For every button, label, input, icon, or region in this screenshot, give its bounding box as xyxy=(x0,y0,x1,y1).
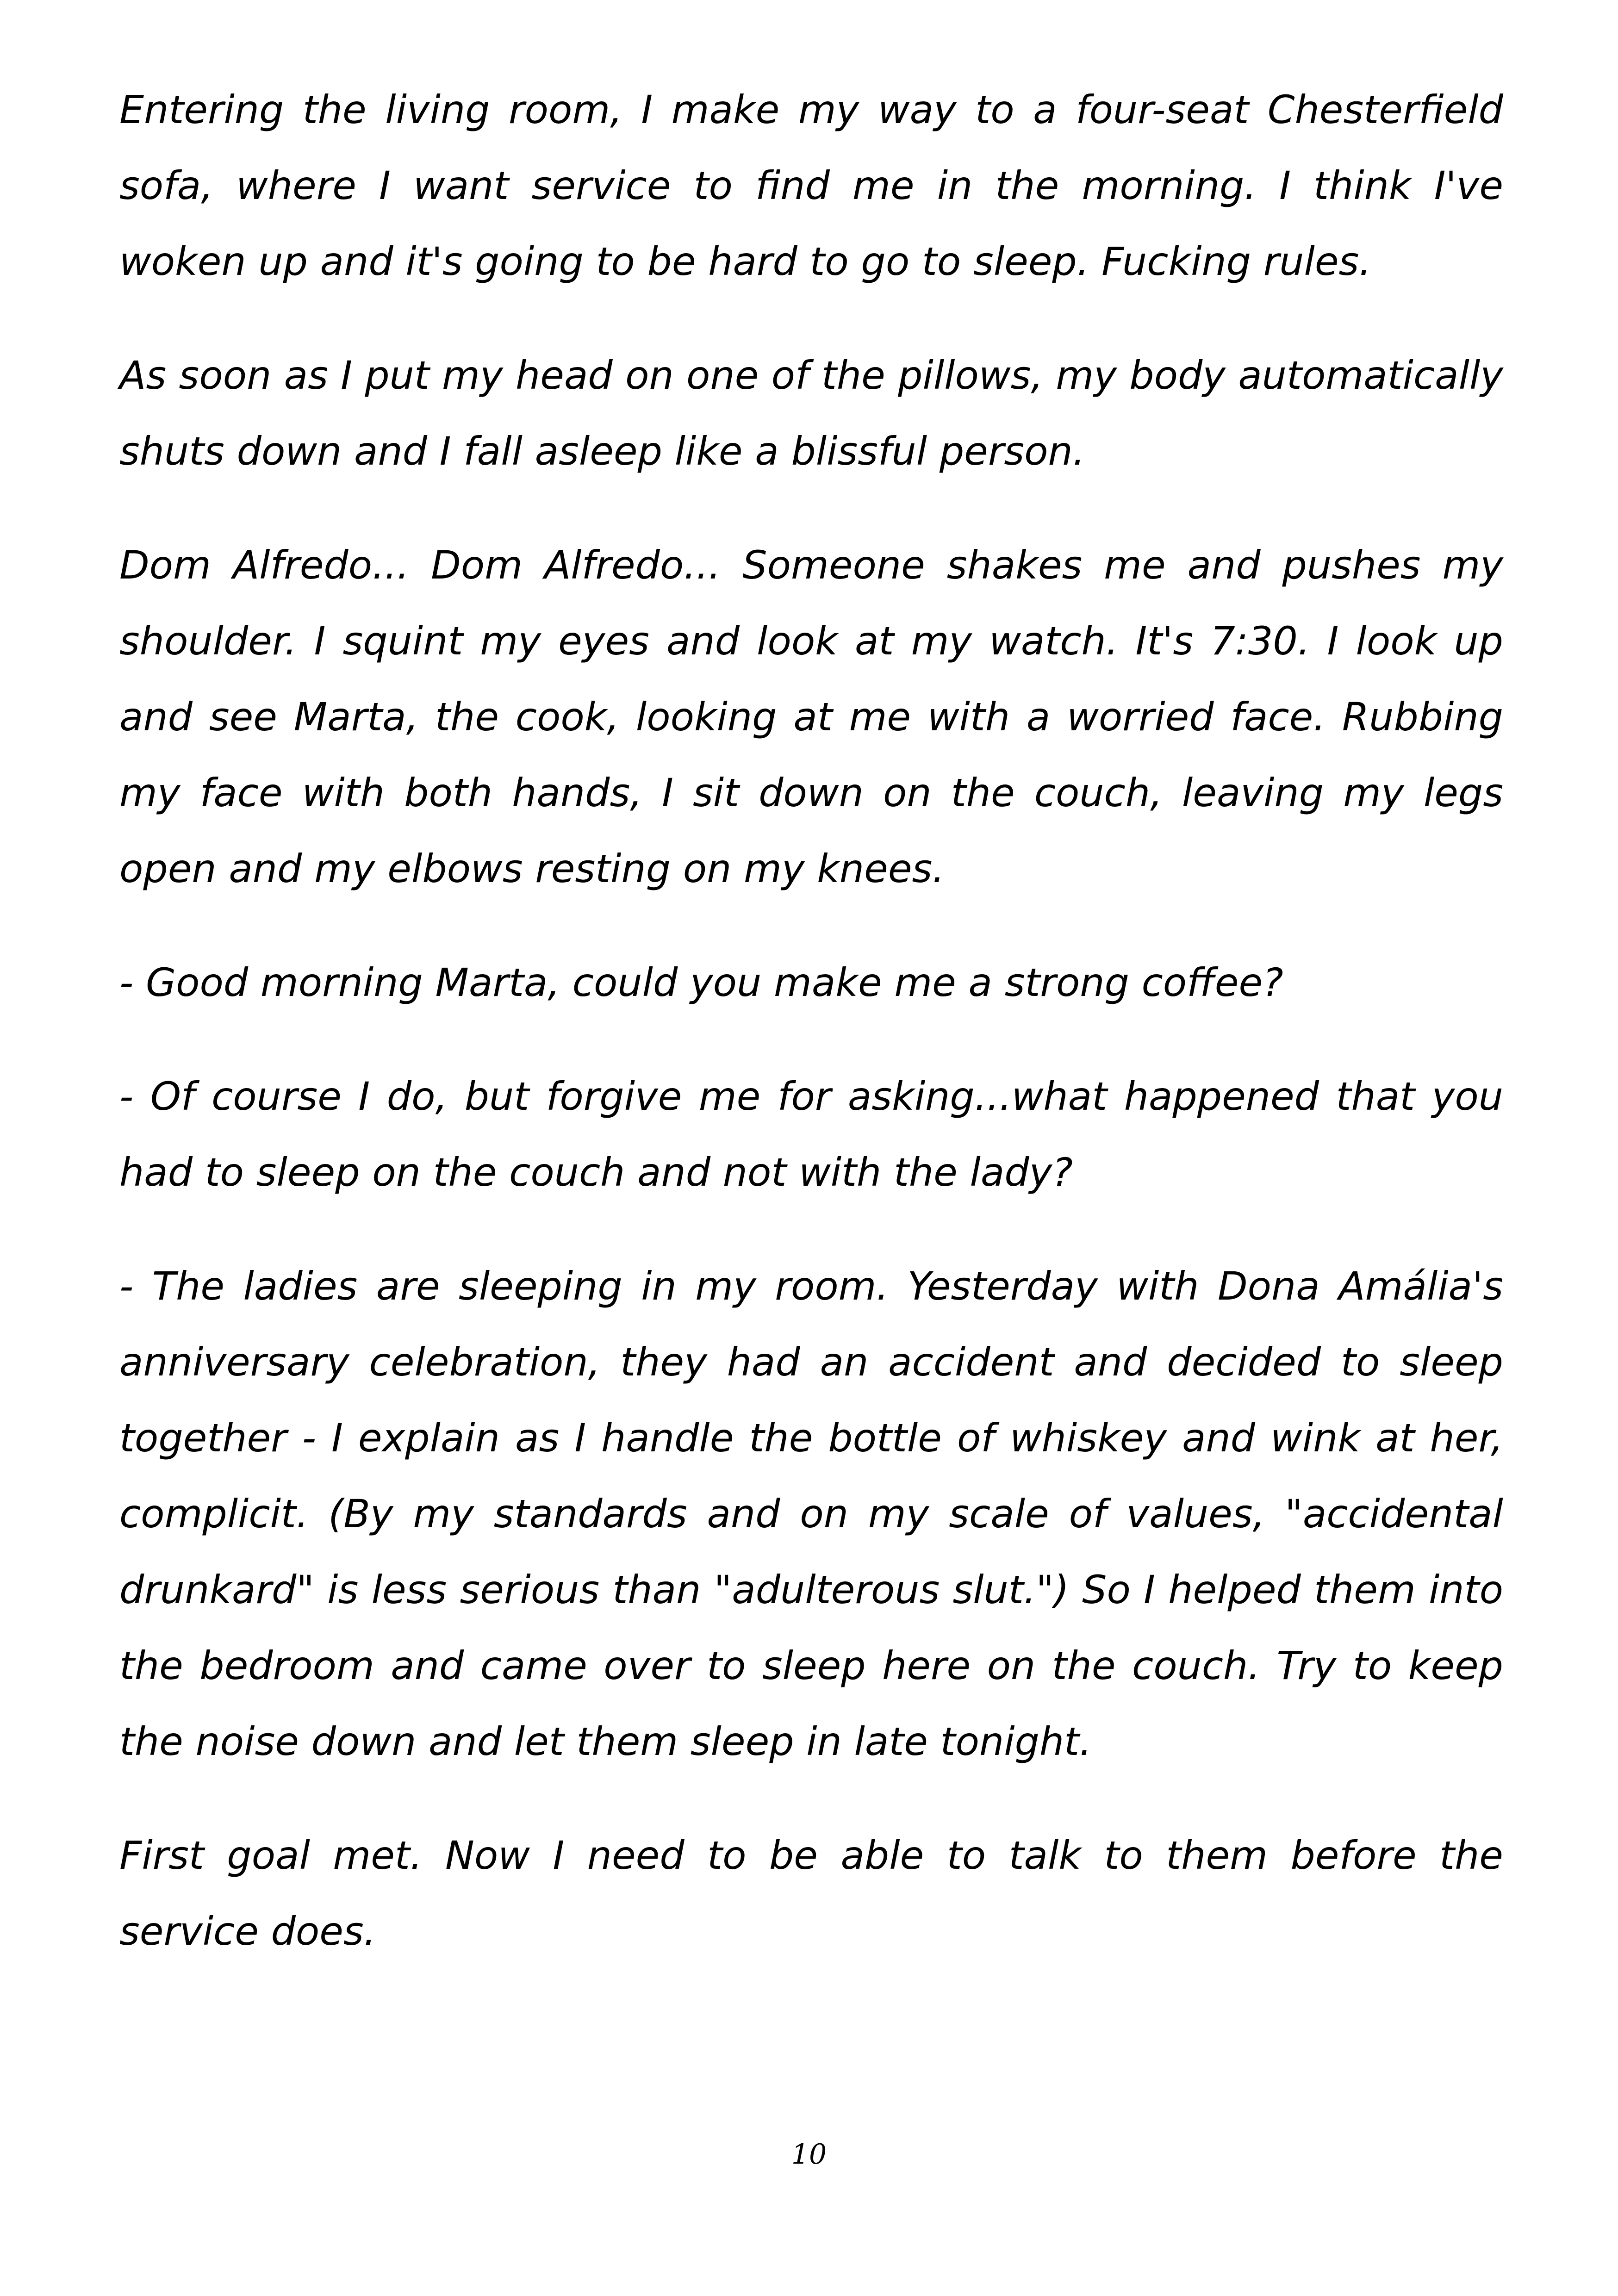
paragraph: - Of course I do, but forgive me for asking...what happened that you had to sleep on the couch and not with the lady? xyxy=(119,1074,1503,1195)
paragraph: As soon as I put my head on one of the pillows, my body automatically shuts down and I fall asleep like a blissful person. xyxy=(119,353,1503,474)
paragraph: First goal met. Now I need to be able to talk to them before the service does. xyxy=(119,1833,1503,1954)
paragraph: - The ladies are sleeping in my room. Yesterday with Dona Amália's anniversary celebration, they had an accident and decided to sleep together - I explain as I handle the bottle of whiskey and wink at her, complicit. (By my standards and on my scale of values, "accidental drunkard" is less serious than "adulterous slut.") So I helped them into the bedroom and came over to sleep here on the couch. Try to keep the noise down and let them sleep in late tonight. xyxy=(119,1263,1503,1764)
paragraph: - Good morning Marta, could you make me a strong coffee? xyxy=(119,960,1283,1005)
paragraph: Entering the living room, I make my way to a four-seat Chesterfield sofa, where I want service to find me in the morning. I think I've woken up and it's going to be hard to go to sleep. Fucking rules. xyxy=(119,87,1503,284)
paragraph: Dom Alfredo... Dom Alfredo... Someone shakes me and pushes my shoulder. I squint my eyes and look at my watch. It's 7:30. I look up and see Marta, the cook, looking at me with a worried face. Rubbing my face with both hands, I sit down on the couch, leaving my legs open and my elbows resting on my knees. xyxy=(119,542,1503,891)
body-text xyxy=(119,72,1503,2007)
page-number: 10 xyxy=(791,2138,827,2171)
